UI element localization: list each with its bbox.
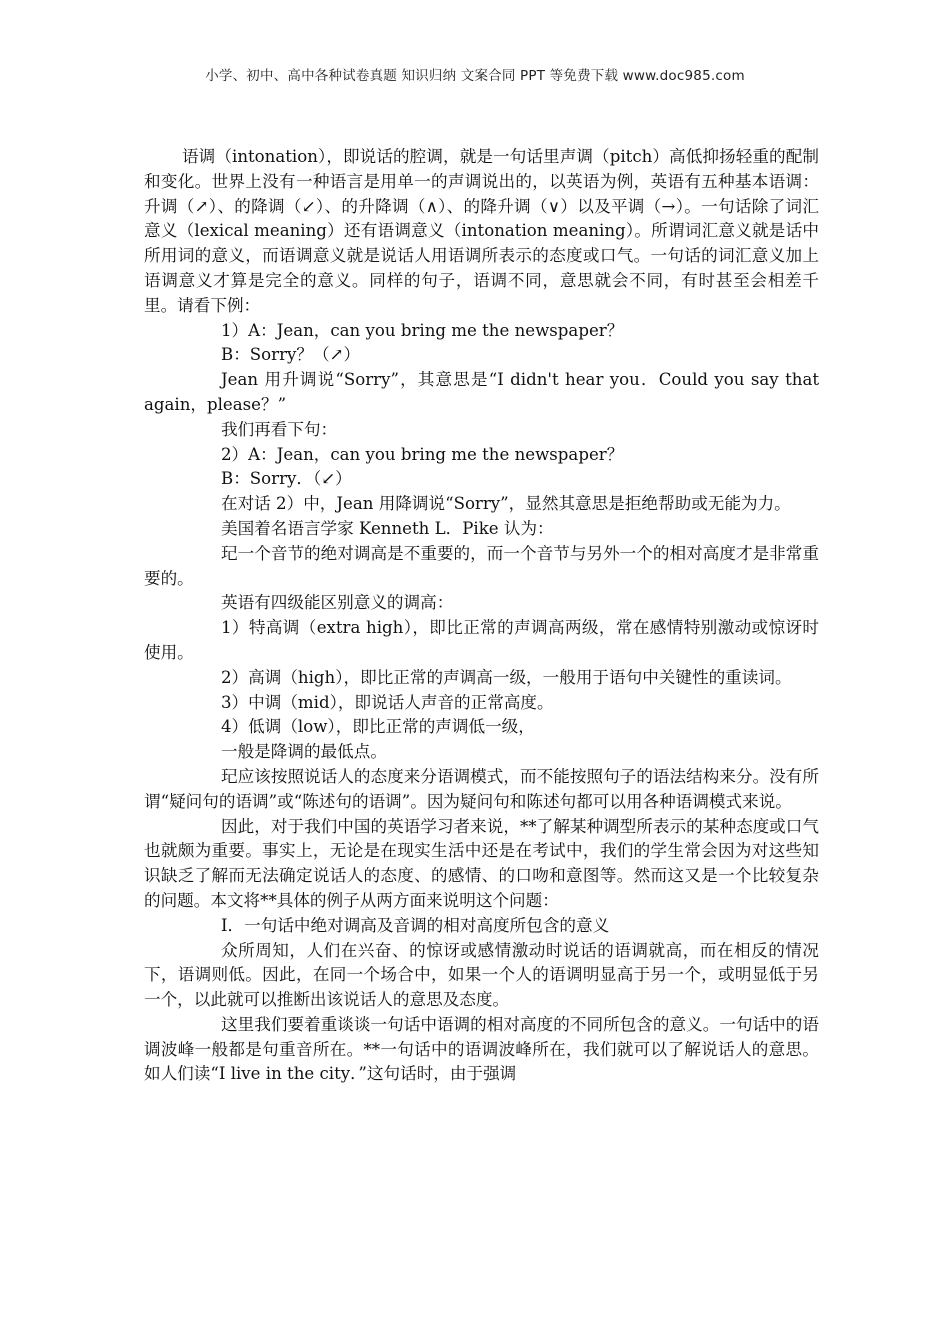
list-item-low-continued: 一般是降调的最低点。	[221, 742, 387, 762]
page-header: 小学、初中、高中各种试卷真题 知识归纳 文案合同 PPT 等免费下载 www.doc985.com	[205, 68, 745, 84]
list-item-extra-high: 1）特高调（extra high），即比正常的声调高两级，常在感情特别激动或惊讶时使用。	[144, 618, 819, 662]
paragraph-pitch-levels-intro: 英语有四级能区别意义的调高：	[221, 593, 454, 613]
paragraph-pike-quote: 玘一个音节的绝对调高是不重要的，而一个音节与另外一个的相对高度才是非常重要的。	[144, 543, 819, 588]
paragraph-pike-intro: 美国着名语言学家 Kenneth L．Pike 认为：	[221, 518, 554, 538]
example-2-line-a: 2）A：Jean，can you bring me the newspaper？	[221, 444, 624, 464]
paragraph-intonation-patterns: 玘应该按照说话人的态度来分语调模式，而不能按照句子的语法结构来分。没有所谓“疑问句的语调”或“陈述句的语调”。因为疑问句和陈述句都可以用各种语调模式来说。	[144, 766, 819, 811]
paragraph-relative-pitch: 这里我们要着重谈谈一句话中语调的相对高度的不同所包含的意义。一句话中的语调波峰一般都是句重音所在。**一句话中的语调波峰所在，我们就可以了解说话人的意思。如人们读“I live in the city．”这句话时，由于强调	[144, 1014, 819, 1084]
example-2-line-b: B：Sorry．（↙）	[221, 469, 352, 489]
list-item-mid: 3）中调（mid），即说话人声音的正常高度。	[221, 692, 554, 712]
section-heading-1: I．一句话中绝对调高及音调的相对高度所包含的意义	[221, 915, 610, 935]
paragraph-intro: 语调（intonation），即说话的腔调，就是一句话里声调（pitch）高低抑扬轻重的配制和变化。世界上没有一种语言是用单一的声调说出的，以英语为例，英语有五种基本语调：升调（↗）、的降调（↙）、的升降调（∧）、的降升调（∨）以及平调（→）。一句话除了词汇意义（lexical meaning）还有语调意义（intonation meaning）。所谓词汇意义就是话中所用词的意义，而语调意义就是说话人用语调所表示的态度或口气。一句话的词汇意义加上语调意义才算是完全的意义。同样的句子，语调不同，意思就会不同，有时甚至会相差千里。请看下例：	[144, 147, 819, 315]
paragraph-transition: 我们再看下句：	[221, 419, 338, 439]
article-body	[144, 145, 819, 1087]
example-1-line-a: 1）A：Jean，can you bring me the newspaper？	[221, 320, 624, 340]
paragraph-absolute-pitch: 众所周知，人们在兴奋、的惊讶或感情激动时说话的语调就高，而在相反的情况下，语调则低。因此，在同一个场合中，如果一个人的语调明显高于另一个，或明显低于另一个，以此就可以推断出该说话人的意思及态度。	[144, 940, 819, 1010]
list-item-low: 4）低调（low），即比正常的声调低一级，	[221, 717, 535, 737]
example-1-line-b: B：Sorry？（↗）	[221, 345, 361, 365]
paragraph-example-2-explanation: 在对话 2）中，Jean 用降调说“Sorry”，显然其意思是拒绝帮助或无能为力。	[221, 494, 791, 514]
paragraph-importance: 因此，对于我们中国的英语学习者来说，**了解某种调型所表示的某种态度或口气也就颇为重要。事实上，无论是在现实生活中还是在考试中，我们的学生常会因为对这些知识缺乏了解而无法确定说话人的态度、的感情、的口吻和意图等。然而这又是一个比较复杂的问题。本文将**具体的例子从两方面来说明这个问题：	[144, 816, 819, 910]
list-item-high: 2）高调（high），即比正常的声调高一级，一般用于语句中关键性的重读词。	[221, 667, 792, 687]
paragraph-example-1-explanation: Jean 用升调说“Sorry”，其意思是“I didn't hear you．Could you say that again，please？”	[144, 370, 819, 414]
